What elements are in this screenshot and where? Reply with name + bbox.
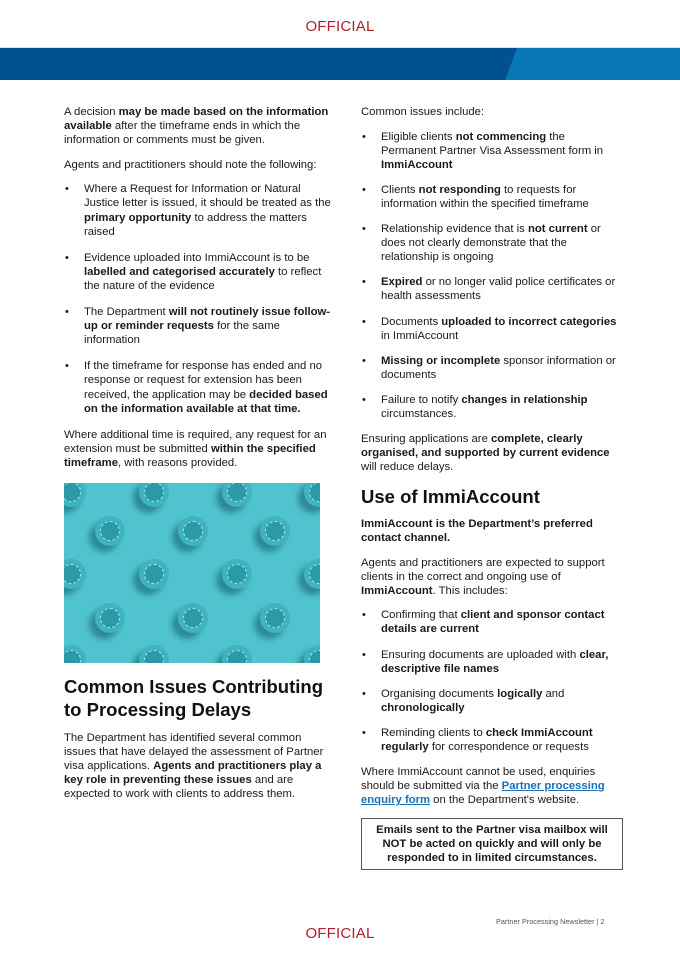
emphasis: ImmiAccount is the Department’s preferred contact channel. (361, 517, 593, 544)
note-lead: Agents and practitioners should note the following: (64, 158, 317, 171)
text: Documents (381, 315, 442, 328)
classification-marking-top: OFFICIAL (305, 18, 375, 35)
emphasis: complete, clearly organised, and supported by current evidence (361, 433, 610, 460)
list-item (361, 275, 623, 303)
text: Confirming that (381, 609, 461, 622)
list-item (361, 393, 623, 421)
text: and (542, 687, 565, 700)
list-item (64, 359, 336, 415)
preferred-channel-statement (361, 517, 623, 545)
text: to address the matters raised (84, 211, 307, 238)
left-column (64, 105, 336, 812)
text: Organising documents (381, 687, 498, 700)
text: for the same information (84, 320, 280, 347)
clock-icon (222, 559, 252, 589)
header-banner (0, 47, 680, 80)
text: Where additional time is required, any request for an extension must be submitted (64, 428, 327, 455)
banner-accent (505, 48, 680, 80)
issues-lead: Common issues include: (361, 106, 485, 118)
partner-enquiry-form-link[interactable]: Partner processing enquiry form (361, 780, 605, 807)
mailbox-notice-box: Emails sent to the Partner visa mailbox will NOT be acted on quickly and will only be responded to in limited circumstances. (361, 818, 623, 870)
list-item (361, 726, 623, 754)
text: Ensuring documents are uploaded with (381, 648, 580, 661)
text: the Permanent Partner Visa Assessment form in (381, 130, 604, 157)
list-item (361, 687, 623, 715)
emphasis: Missing or incomplete (381, 354, 501, 367)
text: The Department (84, 306, 169, 319)
list-item (64, 305, 336, 347)
emphasis: ImmiAccount (361, 584, 433, 597)
text: Clients (381, 183, 419, 196)
text: or no longer valid police certificates or health assessments (381, 276, 616, 303)
support-paragraph (361, 556, 623, 598)
decision-paragraph (64, 105, 336, 147)
text: to reflect the nature of the evidence (84, 265, 322, 292)
classification-marking-bottom: OFFICIAL (305, 925, 375, 942)
emphasis: logically (497, 687, 543, 700)
text: to requests for information within the specified timeframe (381, 183, 589, 210)
emphasis: labelled and categorised accurately (84, 265, 275, 278)
text: Ensuring applications are (361, 433, 491, 446)
clock-icon (64, 645, 86, 663)
text: circumstances. (381, 408, 457, 420)
text: Relationship evidence that is (381, 223, 528, 236)
extension-paragraph (64, 428, 336, 470)
common-issues-list (361, 130, 623, 422)
clock-icon (304, 559, 320, 589)
emphasis: chronologically (381, 701, 465, 714)
text: Where a Request for Information or Natural Justice letter is issued, it should be treated as the (84, 183, 331, 210)
clock-icon (222, 483, 252, 507)
emphasis: changes in relationship (461, 393, 588, 406)
clock-icon (64, 483, 86, 507)
list-item (361, 130, 623, 172)
emphasis: will not routinely issue follow-up or reminder requests (84, 306, 331, 333)
text: for correspondence or requests (428, 741, 589, 753)
clock-icon (304, 645, 320, 663)
list-item (361, 222, 623, 264)
emphasis: ImmiAccount (381, 158, 453, 171)
list-item (361, 608, 623, 636)
text: Eligible clients (381, 130, 456, 143)
text: Where ImmiAccount cannot be used, enquiries should be submitted via the (361, 766, 596, 793)
clock-icon (260, 516, 290, 546)
text: sponsor information or documents (381, 354, 616, 381)
list-item (361, 648, 623, 676)
enquiry-paragraph (361, 765, 623, 807)
emphasis: Expired (381, 276, 423, 289)
ensuring-paragraph (361, 432, 623, 474)
text: will reduce delays. (361, 461, 454, 474)
clock-icon (139, 645, 169, 663)
emphasis: within the specified timeframe (64, 442, 316, 469)
text: Failure to notify (381, 393, 462, 406)
clock-icon (222, 645, 252, 663)
clock-icon (95, 516, 125, 546)
right-column (361, 105, 623, 870)
text: The Department has identified several common issues that have delayed the assessment of Partner visa applications. (64, 731, 324, 773)
list-item (64, 251, 336, 293)
common-issues-intro (64, 731, 336, 801)
text: or does not clearly demonstrate that the relationship is ongoing (381, 223, 601, 264)
agent-notes-list (64, 182, 336, 415)
text: and are expected to work with clients to address them. (64, 774, 296, 801)
clock-icon (139, 559, 169, 589)
emphasis: may be made based on the information available (64, 106, 329, 133)
clock-icon (260, 603, 290, 633)
text: Agents and practitioners are expected to support clients in the correct and ongoing use of (361, 556, 605, 583)
clock-pattern-image (64, 483, 320, 663)
clock-icon (178, 603, 208, 633)
text: A decision (64, 106, 119, 118)
text: , with reasons provided. (118, 456, 238, 469)
list-item (361, 183, 623, 211)
clock-icon (178, 516, 208, 546)
clock-icon (304, 483, 320, 507)
section-heading-common-issues: Common Issues Contributing to Processing Delays (64, 675, 323, 720)
emphasis: not responding (418, 183, 501, 196)
text: after the timeframe ends in which the information or comments must be given. (64, 120, 301, 147)
text: Evidence uploaded into ImmiAccount is to be (84, 251, 310, 264)
text: in ImmiAccount (381, 329, 459, 342)
clock-icon (139, 483, 169, 507)
emphasis: decided based on the information available at that time. (84, 388, 328, 415)
page-footer-label: Partner Processing Newsletter | 2 (496, 917, 605, 926)
emphasis: Agents and practitioners play a key role in preventing these issues (64, 760, 322, 787)
immiaccount-practices-list (361, 608, 623, 754)
text: on the Department's website. (430, 794, 580, 807)
emphasis: uploaded to incorrect categories (441, 315, 617, 328)
text: . This includes: (432, 584, 508, 597)
text: If the timeframe for response has ended and no response or request for extension has been received, the application may be (84, 360, 323, 401)
text: Reminding clients to (381, 726, 486, 739)
emphasis: primary opportunity (84, 211, 192, 224)
clock-icon (95, 603, 125, 633)
emphasis: clear, descriptive file names (381, 648, 609, 675)
emphasis: not current (527, 223, 588, 236)
emphasis: client and sponsor contact details are current (381, 609, 605, 636)
list-item (361, 315, 623, 343)
clock-icon (64, 559, 86, 589)
emphasis: check ImmiAccount regularly (381, 726, 593, 753)
list-item (64, 182, 336, 238)
emphasis: not commencing (455, 130, 547, 143)
section-heading-immiaccount: Use of ImmiAccount (361, 485, 540, 507)
list-item (361, 354, 623, 382)
